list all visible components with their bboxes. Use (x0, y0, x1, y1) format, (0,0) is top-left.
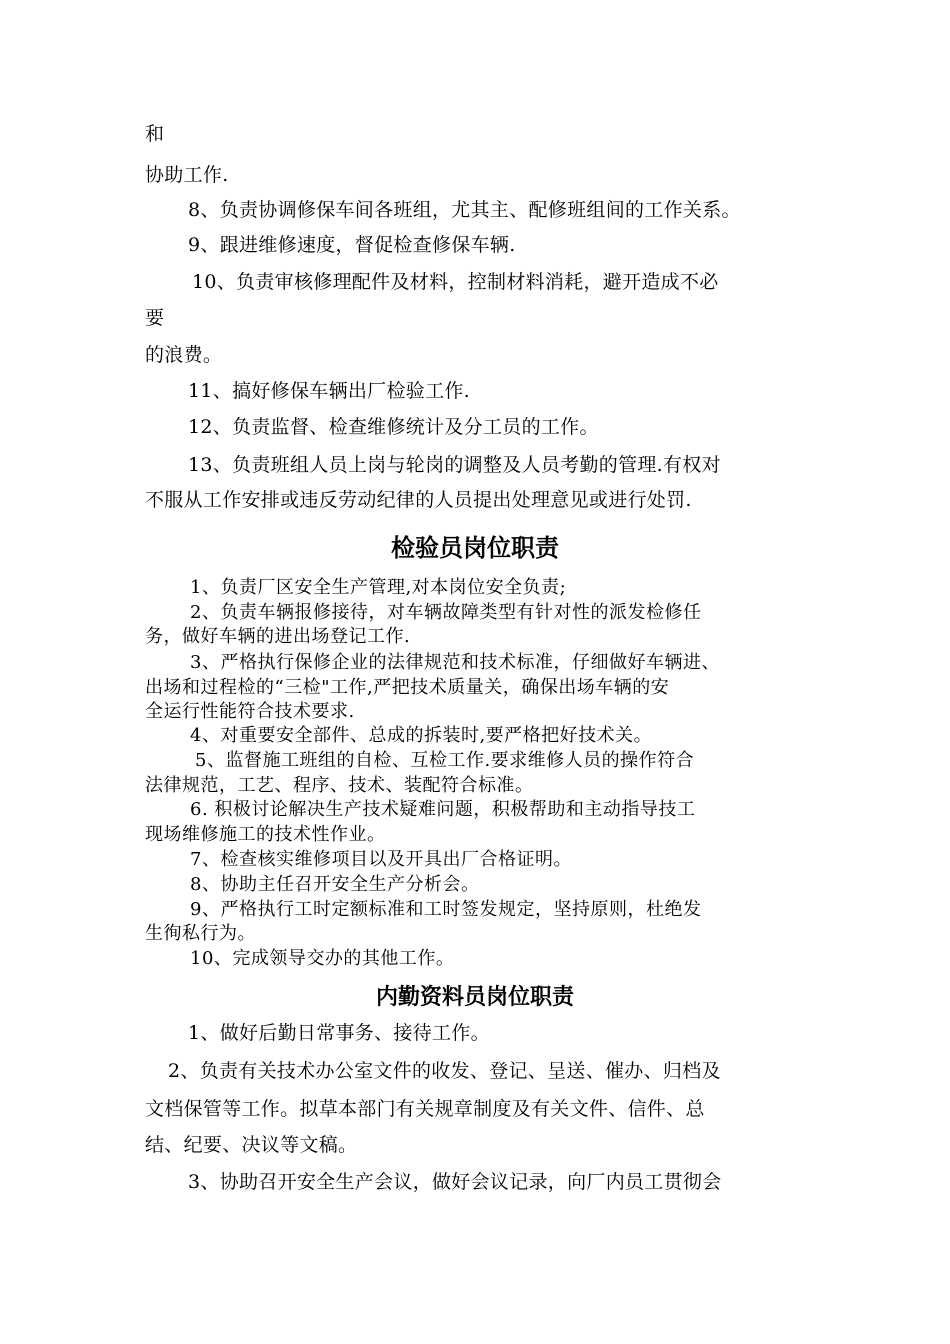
list-item: 3、严格执行保修企业的法律规范和技术标准，仔细做好车辆进、 (190, 652, 720, 673)
text-line: 现场维修施工的技术性作业。 (145, 824, 386, 845)
list-item: 5、监督施工班组的自检、互检工作.要求维修人员的操作符合 (195, 750, 695, 771)
list-item: 7、检查核实维修项目以及开具出厂合格证明。 (190, 849, 572, 870)
list-item: 11、搞好修保车辆出厂检验工作. (188, 380, 471, 402)
text-line: 要 (145, 307, 165, 329)
text-line: 务，做好车辆的进出场登记工作. (145, 626, 411, 647)
text-line: 生徇私行为。 (145, 923, 256, 944)
text-line: 不服从工作安排或违反劳动纪律的人员提出处理意见或进行处罚. (145, 489, 692, 511)
text-line: 协助工作. (145, 164, 229, 186)
list-item: 4、对重要安全部件、总成的拆装时,要严格把好技术关。 (190, 725, 653, 746)
list-item: 10、负责审核修理配件及材料，控制材料消耗，避开造成不必 (192, 271, 719, 293)
list-item: 2、负责车辆报修接待，对车辆故障类型有针对性的派发检修任 (190, 602, 702, 623)
text-line: 结、纪要、决议等文稿。 (145, 1134, 358, 1156)
list-item: 8、协助主任召开安全生产分析会。 (190, 874, 480, 895)
list-item: 1、负责厂区安全生产管理,对本岗位安全负责; (190, 577, 567, 598)
list-item: 9、跟进维修速度，督促检查修保车辆. (188, 234, 516, 256)
text-line: 文档保管等工作。拟草本部门有关规章制度及有关文件、信件、总 (145, 1098, 705, 1120)
list-item: 8、负责协调修保车间各班组，尤其主、配修班组间的工作关系。 (188, 199, 741, 221)
text-line: 和 (145, 123, 165, 145)
section-title: 检验员岗位职责 (391, 533, 559, 562)
list-item: 10、完成领导交办的其他工作。 (190, 948, 455, 969)
list-item: 13、负责班组人员上岗与轮岗的调整及人员考勤的管理.有权对 (188, 454, 721, 476)
list-item: 9、严格执行工时定额标准和工时签发规定，坚持原则，杜绝发 (190, 899, 702, 920)
list-item: 1、做好后勤日常事务、接待工作。 (188, 1022, 490, 1044)
list-item: 12、负责监督、检查维修统计及分工员的工作。 (188, 416, 599, 438)
text-line: 出场和过程检的“三检"工作,严把技术质量关，确保出场车辆的安 (145, 677, 670, 698)
list-item: 3、协助召开安全生产会议，做好会议记录，向厂内员工贯彻会 (188, 1171, 722, 1193)
section-title: 内勤资料员岗位职责 (375, 984, 574, 1010)
list-item: 2、负责有关技术办公室文件的收发、登记、呈送、催办、归档及 (168, 1060, 721, 1082)
text-line: 的浪费。 (145, 344, 223, 366)
list-item: 6. 积极讨论解决生产技术疑难问题，积极帮助和主动指导技工 (190, 799, 696, 820)
text-line: 法律规范，工艺、程序、技术、装配符合标准。 (145, 775, 534, 796)
text-line: 全运行性能符合技术要求. (145, 701, 355, 722)
